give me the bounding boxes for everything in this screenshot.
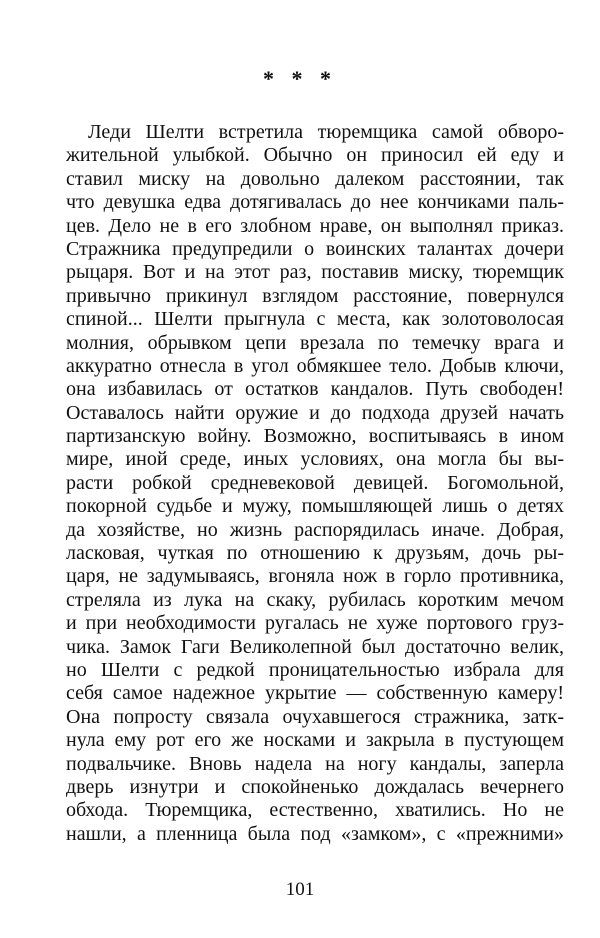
text-line: себя самое надежное укрытие — собственную камеру! xyxy=(66,682,564,705)
text-line: дверь изнутри и спокойненько дождалась вечернего xyxy=(66,775,564,798)
text-line: Стражника предупредили о воинских талантах дочери xyxy=(66,237,564,260)
text-line: Она попросту связала очухавшегося стражника, затк- xyxy=(66,705,564,728)
page-number: 101 xyxy=(285,879,315,900)
text-line: обхода. Тюремщика, естественно, хватились. Но не xyxy=(66,799,564,822)
text-line: подвальчике. Вновь надела на ногу кандалы, заперла xyxy=(66,752,564,775)
text-line: аккуратно отнесла в угол обмякшее тело. Добыв ключи, xyxy=(66,354,564,377)
text-line: ласковая, чуткая по отношению к друзьям, дочь ры- xyxy=(66,542,564,565)
text-line: расти робкой средневековой девицей. Богомольной, xyxy=(66,471,564,494)
text-line: она избавилась от остатков кандалов. Путь свободен! xyxy=(66,378,564,401)
text-line: царя, не задумываясь, вгоняла нож в горло противника, xyxy=(66,565,564,588)
text-line: жительной улыбкой. Обычно он приносил ей еду и xyxy=(66,144,564,167)
text-line: привычно прикинул взглядом расстояние, повернулся xyxy=(66,284,564,307)
body-text xyxy=(66,121,564,846)
text-line: мире, иной среде, иных условиях, она могла бы вы- xyxy=(66,448,564,471)
text-line: покорной судьбе и мужу, помышляющей лишь о детях xyxy=(66,495,564,518)
text-line: стреляла из лука на скаку, рубилась коротким мечом xyxy=(66,588,564,611)
text-line: рыцаря. Вот и на этот раз, поставив миску, тюремщик xyxy=(66,261,564,284)
text-line: ставил миску на довольно далеком расстоянии, так xyxy=(66,167,564,190)
text-line: цев. Дело не в его злобном нраве, он выполнял приказ. xyxy=(66,214,564,237)
text-line: Леди Шелти встретила тюремщика самой обворо- xyxy=(88,121,564,143)
text-line: что девушка едва дотягивалась до нее кончиками паль- xyxy=(66,191,564,214)
section-separator: * * * xyxy=(263,66,337,91)
text-line: чика. Замок Гаги Великолепной был достаточно велик, xyxy=(66,635,564,658)
text-line: и при необходимости ругалась не хуже портового груз- xyxy=(66,612,564,635)
text-line: партизанскую войну. Возможно, воспитываясь в ином xyxy=(66,425,564,448)
text-line: спиной... Шелти прыгнула с места, как золотоволосая xyxy=(66,308,564,331)
text-line: нула ему рот его же носками и закрыла в пустующем xyxy=(66,729,564,752)
text-line: молния, обрывком цепи врезала по темечку врага и xyxy=(66,331,564,354)
text-line: но Шелти с редкой проницательностью избрала для xyxy=(66,658,564,681)
text-line: да хозяйстве, но жизнь распорядилась иначе. Добрая, xyxy=(66,518,564,541)
text-line: нашли, а пленница была под «замком», с «прежними» xyxy=(66,822,564,845)
text-line: Оставалось найти оружие и до подхода друзей начать xyxy=(66,401,564,424)
